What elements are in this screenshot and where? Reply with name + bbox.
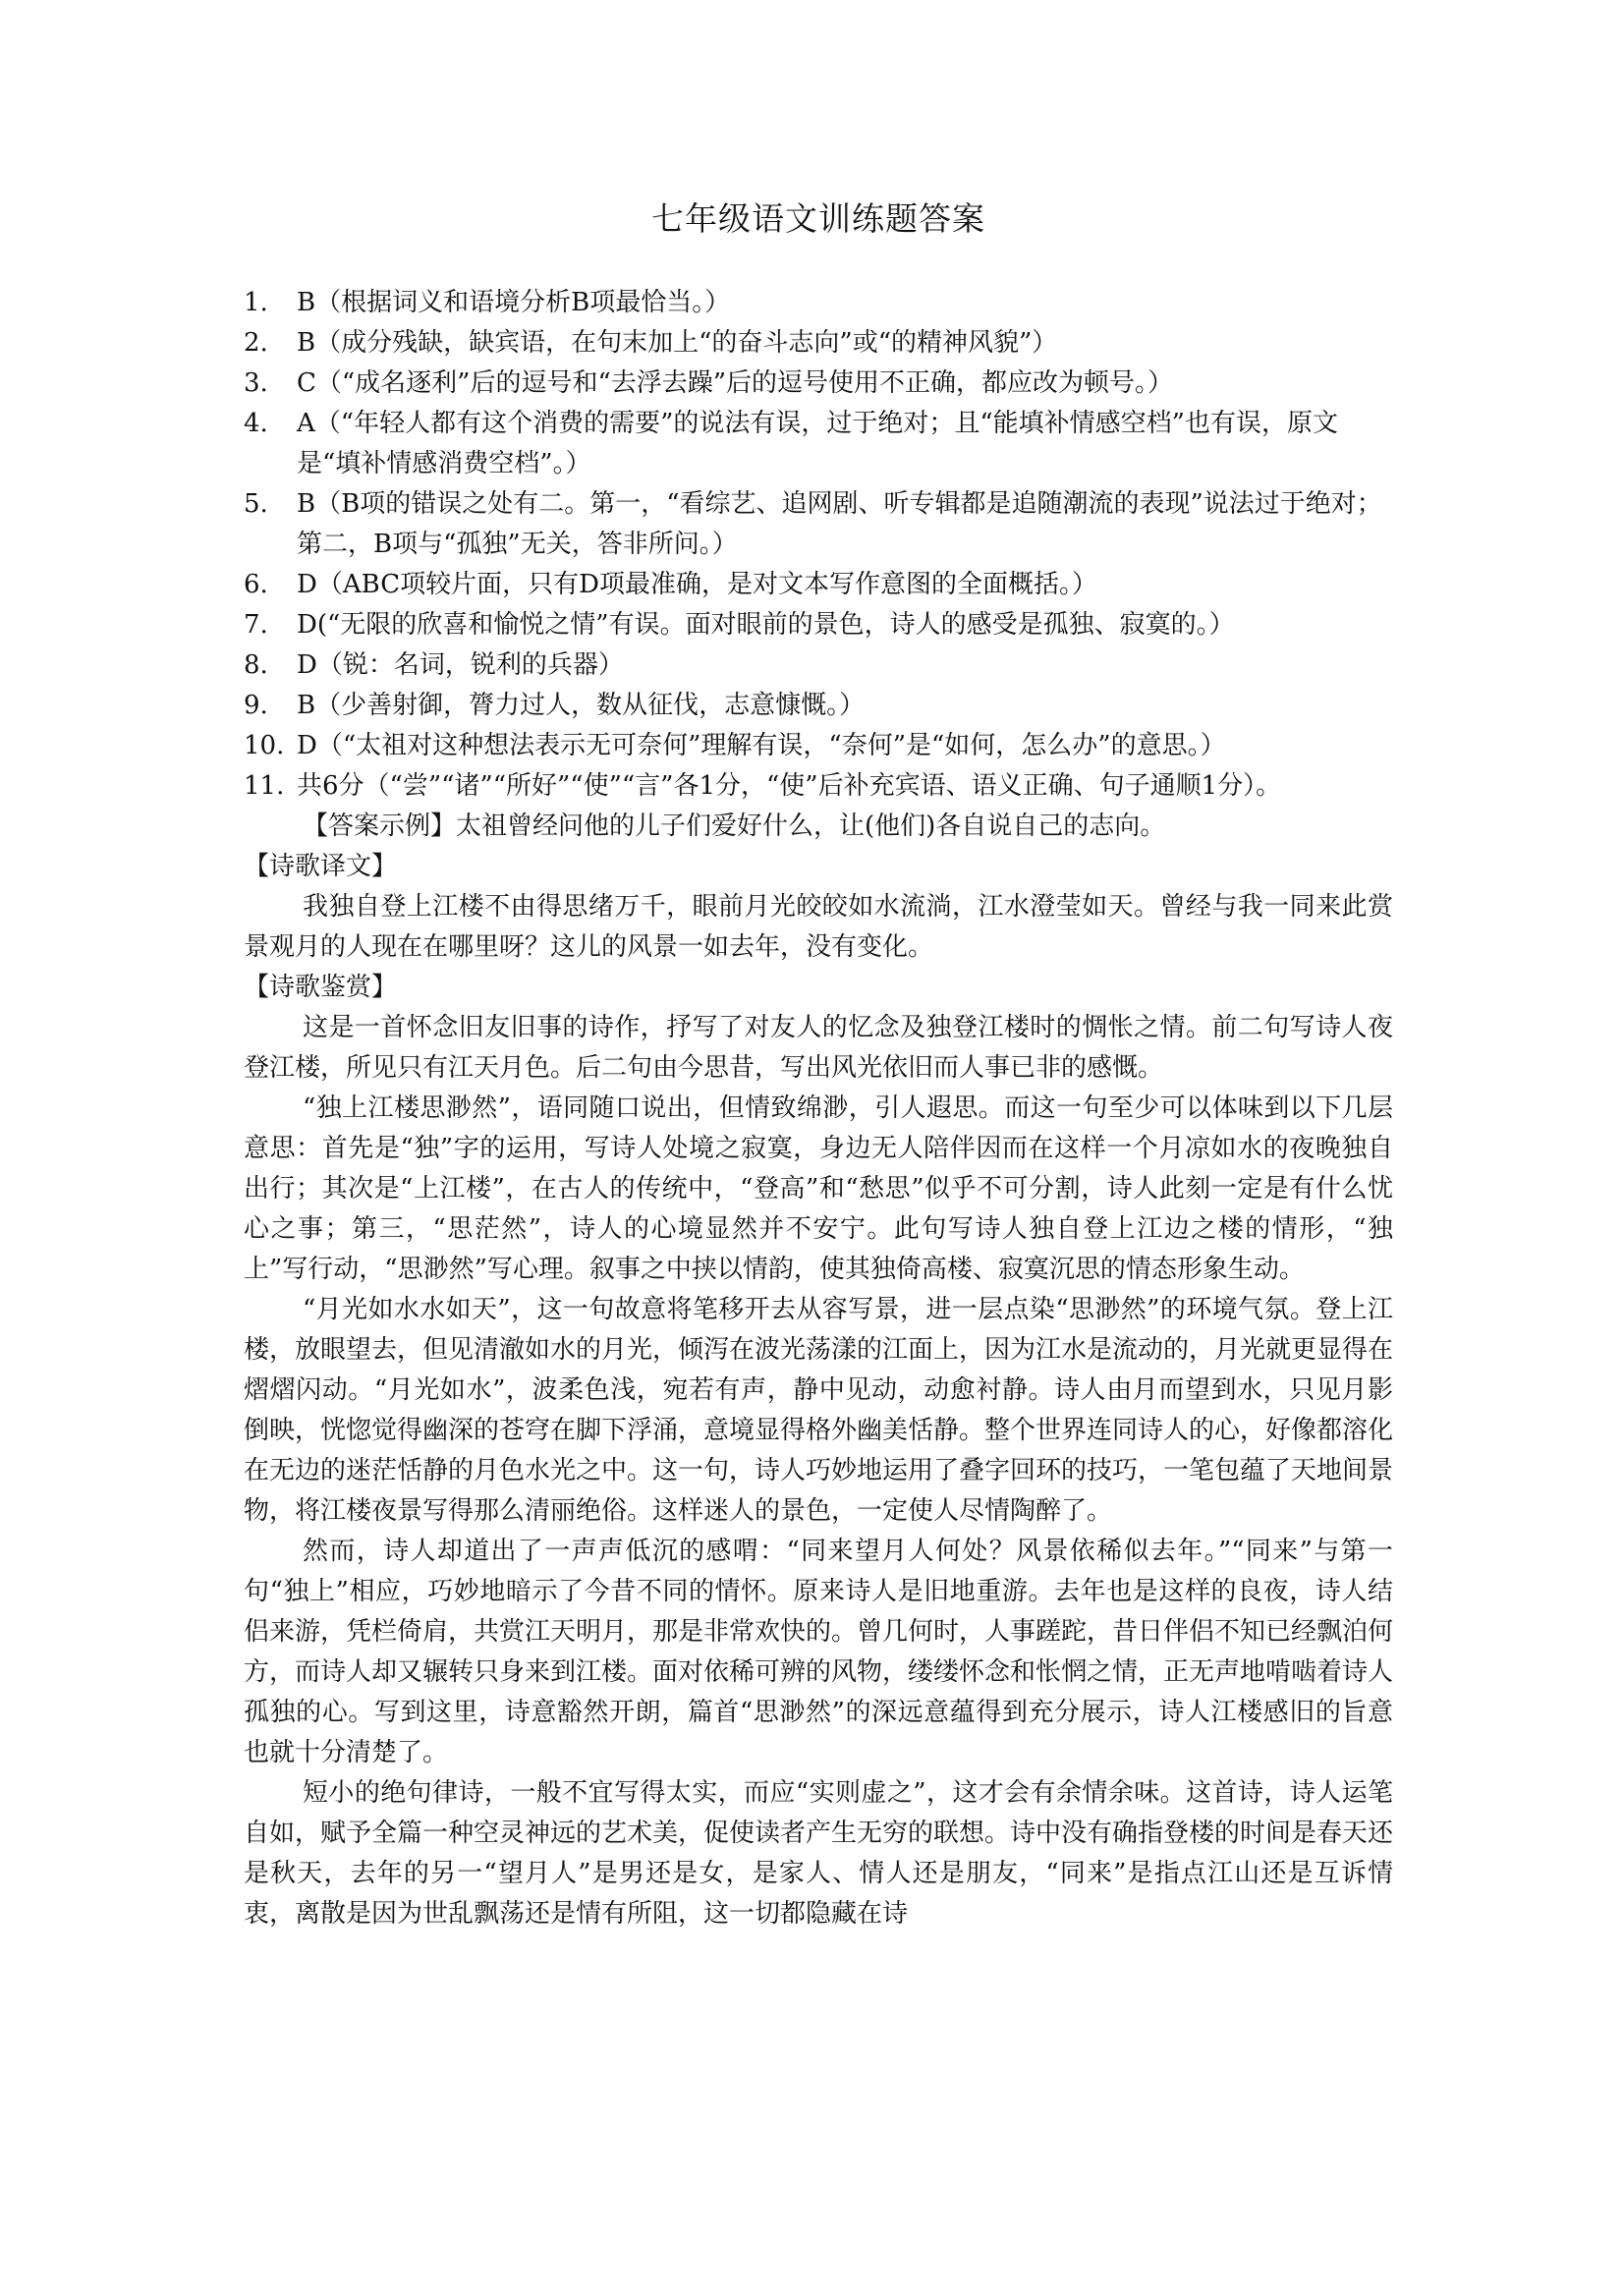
- appreciation-paragraph: “独上江楼思渺然”，语同随口说出，但情致绵渺，引人遐思。而这一句至少可以体味到以下几层意思：首先是“独”字的运用，写诗人处境之寂寞，身边无人陪伴因而在这样一个月凉如水的夜晚独自出行；其次是“上江楼”，在古人的传统中，“登高”和“愁思”似乎不可分割，诗人此刻一定是有什么忧心之事；第三，“思茫然”，诗人的心境显然并不安宁。此句写诗人独自登上江边之楼的情形，“独上”写行动，“思渺然”写心理。叙事之中挟以情韵，使其独倚高楼、寂寞沉思的情态形象生动。: [244, 1093, 1393, 1284]
- answer-number: 6.: [244, 570, 268, 599]
- translation-paragraph: 我独自登上江楼不由得思绪万千，眼前月光皎皎如水流淌，江水澄莹如天。曾经与我一同来此赏景观月的人现在在哪里呀？这儿的风景一如去年，没有变化。: [244, 892, 1393, 962]
- appreciation-paragraph: “月光如水水如天”，这一句故意将笔移开去从容写景，进一层点染“思渺然”的环境气氛。登上江楼，放眼望去，但见清澈如水的月光，倾泻在波光荡漾的江面上，因为江水是流动的，月光就更显得在熠熠闪动。“月光如水”，波柔色浅，宛若有声，静中见动，动愈衬静。诗人由月而望到水，只见月影倒映，恍惚觉得幽深的苍穹在脚下浮涌，意境显得格外幽美恬静。整个世界连同诗人的心，好像都溶化在无边的迷茫恬静的月色水光之中。这一句，诗人巧妙地运用了叠字回环的技巧，一笔包蕴了天地间景物，将江楼夜景写得那么清丽绝俗。这样迷人的景色，一定使人尽情陶醉了。: [244, 1295, 1394, 1526]
- answer-list: [244, 283, 1393, 807]
- appreciation-paragraph: 然而，诗人却道出了一声声低沉的感喟：“同来望月人何处？风景依稀似去年。”“同来”与第一句“独上”相应，巧妙地暗示了今昔不同的情怀。原来诗人是旧地重游。去年也是这样的良夜，诗人结侣来游，凭栏倚肩，共赏江天明月，那是非常欢快的。曾几何时，人事蹉跎，昔日伴侣不知已经飘泊何方，而诗人却又辗转只身来到江楼。面对依稀可辨的风物，缕缕怀念和怅惘之情，正无声地啃啮着诗人孤独的心。写到这里，诗意豁然开朗，篇首“思渺然”的深远意蕴得到充分展示，诗人江楼感旧的旨意也就十分清楚了。: [244, 1537, 1394, 1767]
- answer-item: [244, 766, 1393, 807]
- answer-number: 11.: [244, 771, 285, 801]
- answer-text: D（“太祖对这种想法表示无可奈何”理解有误，“奈何”是“如何，怎么办”的意思。）: [297, 731, 1226, 760]
- document-title: 七年级语文训练题答案: [651, 199, 985, 238]
- answer-text: D（锐：名词，锐利的兵器）: [297, 650, 624, 680]
- answer-text: A（“年轻人都有这个消费的需要”的说法有误，过于绝对；且“能填补情感空档”也有误，原文是“填补情感消费空档”。）: [297, 409, 1338, 478]
- answer-text: B（根据词义和语境分析B项最恰当。）: [297, 288, 731, 317]
- answer-item: [244, 726, 1393, 766]
- answer-item: [244, 605, 1393, 645]
- answer-number: 7.: [244, 610, 268, 640]
- answer-text: B（少善射御，膂力过人，数从征伐，志意慷慨。）: [297, 691, 866, 720]
- answer-text: D(“无限的欣喜和愉悦之情”有误。面对眼前的景色，诗人的感受是孤独、寂寞的。）: [297, 610, 1235, 640]
- answer-number: 2.: [244, 328, 268, 358]
- answer-number: 1.: [244, 288, 268, 317]
- appreciation-paragraph: 这是一首怀念旧友旧事的诗作，抒写了对友人的忆念及独登江楼时的惆怅之情。前二句写诗人夜登江楼，所见只有江天月色。后二句由今思昔，写出风光依旧而人事已非的感慨。: [244, 1013, 1393, 1083]
- answer-text: B（成分残缺，缺宾语，在句末加上“的奋斗志向”或“的精神风貌”）: [297, 328, 1058, 358]
- answer-item: [244, 364, 1393, 404]
- page-content: [244, 196, 1393, 1934]
- appreciation-paragraph: 短小的绝句律诗，一般不宜写得太实，而应“实则虚之”，这才会有余情余味。这首诗，诗人运笔自如，赋予全篇一种空灵神远的艺术美，促使读者产生无穷的联想。诗中没有确指登楼的时间是春天还是秋天，去年的另一“望月人”是男还是女，是家人、情人还是朋友，“同来”是指点江山还是互诉情衷，离散是因为世乱飘荡还是情有所阻，这一切都隐藏在诗: [244, 1778, 1394, 1929]
- answer-number: 9.: [244, 691, 268, 720]
- answer-item: [244, 565, 1393, 605]
- appreciation-heading: 【诗歌鉴赏】: [244, 973, 398, 1002]
- answer-item: [244, 686, 1393, 726]
- answer-text: D（ABC项较片面，只有D项最准确，是对文本写作意图的全面概括。）: [297, 570, 1097, 599]
- answer-text: C（“成名逐利”后的逗号和“去浮去躁”后的逗号使用不正确，都应改为顿号。）: [297, 368, 1174, 398]
- answer-item: [244, 484, 1393, 565]
- answer-example: 【答案示例】太祖曾经问他的儿子们爱好什么，让(他们)各自说自己的志向。: [303, 812, 1166, 841]
- answer-number: 3.: [244, 368, 268, 398]
- answer-item: [244, 404, 1393, 484]
- answer-item: [244, 645, 1393, 686]
- answer-text: B（B项的错误之处有二。第一，“看综艺、追网剧、听专辑都是追随潮流的表现”说法过于绝对；第二，B项与“孤独”无关，答非所问。）: [297, 489, 1382, 559]
- answer-number: 10.: [244, 731, 285, 760]
- answer-number: 5.: [244, 489, 268, 519]
- answer-item: [244, 323, 1393, 364]
- answer-number: 4.: [244, 409, 268, 438]
- translation-heading: 【诗歌译文】: [244, 852, 398, 881]
- answer-text: 共6分（“尝”“诸”“所好”“使”“言”各1分，“使”后补充宾语、语义正确、句子通顺1分）。: [297, 771, 1282, 801]
- answer-item: [244, 283, 1393, 323]
- answer-number: 8.: [244, 650, 268, 680]
